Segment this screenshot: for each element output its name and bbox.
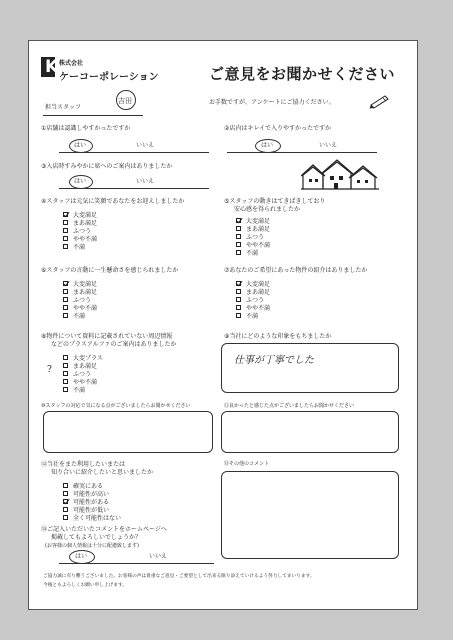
checkbox[interactable] [63,289,68,294]
checkbox[interactable] [63,355,68,360]
q9-text: ⑨当社にどのような印象をもちましたか [224,333,332,340]
q4-option[interactable]: ふつう [63,226,97,234]
checkbox[interactable] [236,242,241,247]
q4-option[interactable]: 不満 [63,242,97,250]
staff-stamp-text: 吉田 [118,97,132,105]
q12-option[interactable]: 可能性が高い [63,489,121,497]
q3-text: ③入店時すみやかに席へのご案内はありましたか [41,163,173,170]
checkbox[interactable] [63,212,68,217]
q11-answer-box[interactable] [221,411,399,453]
q4-text: ④スタッフは元気に笑顔であなたをお迎えしましたか [41,198,185,205]
checkbox[interactable] [236,313,241,318]
q6-text: ⑥スタッフの言動に一生懸命さを感じられましたか [41,267,179,274]
checkbox[interactable] [63,507,68,512]
q5-option[interactable]: やや不満 [236,240,270,248]
q5-option[interactable]: 大変満足 [236,216,270,224]
q13-answer-box[interactable] [221,471,399,559]
q6-options [63,279,97,319]
q12-option[interactable]: 全く可能性はない [63,513,121,521]
q12-option[interactable]: 確実にある [63,481,121,489]
q4-option[interactable]: やや不満 [63,234,97,242]
q13-text: ⑬その他のコメント [224,461,270,467]
q12-option[interactable]: 可能性が低い [63,505,121,513]
houses-illustration [301,159,381,191]
thanks-message: お手数ですが、アンケートにご協力ください。 [209,99,335,106]
q8-option[interactable]: ふつう [63,369,103,377]
checkbox[interactable] [63,244,68,249]
q8-option[interactable]: まあ満足 [63,361,103,369]
q14-no[interactable]: いいえ [149,553,168,560]
q6-option[interactable]: 大変満足 [63,279,97,287]
staff-label: 担当スタッフ [45,104,82,111]
checkbox[interactable] [236,234,241,239]
checkbox[interactable] [236,250,241,255]
checkbox[interactable] [63,313,68,318]
checkbox[interactable] [63,387,68,392]
q2-no[interactable]: いいえ [319,142,338,149]
checkbox[interactable] [63,379,68,384]
q7-option[interactable]: まあ満足 [236,287,270,295]
q1-no[interactable]: いいえ [136,142,155,149]
checkbox[interactable] [236,218,241,223]
checkbox[interactable] [236,289,241,294]
q2-text: ②店内はキレイで入りやすかったですか [224,125,332,132]
q5-text-2: 安心感を得られましたか [234,206,301,213]
q8-options [63,353,103,393]
q12-options [63,481,121,521]
q8-option[interactable]: 不満 [63,385,103,393]
checkbox[interactable] [236,297,241,302]
q6-option[interactable]: まあ満足 [63,287,97,295]
checkbox[interactable] [236,305,241,310]
q10-answer-box[interactable] [43,411,213,453]
q8-text-1: ⑧物件について資料に記載されていない周辺情報 [41,333,173,340]
q1-yes[interactable]: はい [74,142,87,149]
checkbox[interactable] [63,483,68,488]
checkbox[interactable] [63,499,68,504]
checkbox[interactable] [63,297,68,302]
footer-line-1: ご協力誠に有り難うございました。お客様の声は貴重なご意見・ご要望として出来る限り添えていけるよう努力してまいります。 [43,574,315,579]
q11-text: ⑪良かったと感じた点がございましたらお聞かせください [224,403,355,409]
q5-text-1: ⑤スタッフの動きはてきぱきしており [224,198,326,205]
q7-option[interactable]: ふつう [236,295,270,303]
q8-question-mark: ? [47,365,52,375]
checkbox[interactable] [63,491,68,496]
company-small-label: 株式会社 [59,60,84,67]
q4-option[interactable]: 大変満足 [63,210,97,218]
checkbox[interactable] [63,363,68,368]
q1-text: ①店舗は認識しやすかったですか [41,125,131,132]
checkbox[interactable] [236,281,241,286]
checkbox[interactable] [63,281,68,286]
q9-answer: 仕事が丁寧でした [234,355,314,366]
checkbox[interactable] [236,226,241,231]
q7-option[interactable]: やや不満 [236,303,270,311]
checkbox[interactable] [63,515,68,520]
checkbox[interactable] [63,228,68,233]
q10-text: ⑩スタッフの対応で気になる点がございましたらお聞かせください [41,403,191,409]
q6-option[interactable]: やや不満 [63,303,97,311]
checkbox[interactable] [63,305,68,310]
q6-option[interactable]: ふつう [63,295,97,303]
q12-option[interactable]: 可能性がある [63,497,121,505]
q14-text-1: ⑭ご記入いただいたコメントをホームページへ [41,526,167,533]
q7-options [236,279,270,319]
q3-yes[interactable]: はい [74,178,87,185]
q2-yes[interactable]: はい [261,142,274,149]
q3-no[interactable]: いいえ [136,178,155,185]
q14-note: (お客様の個人情報は十分に配慮致します) [45,543,139,549]
q14-yes[interactable]: はい [75,553,88,560]
company-logo-k: K [45,57,59,77]
q5-option[interactable]: まあ満足 [236,224,270,232]
q8-option[interactable]: やや不満 [63,377,103,385]
q8-text-2: などのプラスアルファのご案内はありましたか [51,341,177,348]
q4-option[interactable]: まあ満足 [63,218,97,226]
q12-text-2: 知り合いに紹介したいと思いましたか [51,469,154,476]
q12-text-1: ⑫当社をまた利用したいまたは [41,461,126,468]
checkbox[interactable] [63,371,68,376]
q5-option[interactable]: 不満 [236,248,270,256]
q5-option[interactable]: ふつう [236,232,270,240]
survey-sheet [28,40,418,610]
q8-option[interactable]: 大変プラス [63,353,103,361]
pencil-icon [369,93,391,109]
company-name: ケーコーポレーション [59,72,159,83]
checkbox[interactable] [63,220,68,225]
checkbox[interactable] [63,236,68,241]
footer-line-2: 今後ともよろしくお願い申し上げます。 [43,583,128,588]
q7-option[interactable]: 不満 [236,311,270,319]
q7-option[interactable]: 大変満足 [236,279,270,287]
q7-text: ⑦あなたのご希望にあった物件の紹介はありましたか [224,267,368,274]
q4-options [63,210,97,250]
q6-option[interactable]: 不満 [63,311,97,319]
survey-title: ご意見をお聞かせください [209,65,396,83]
q14-text-2: 掲載してもよろしいでしょうか？ [51,534,142,541]
q5-options [236,216,270,256]
